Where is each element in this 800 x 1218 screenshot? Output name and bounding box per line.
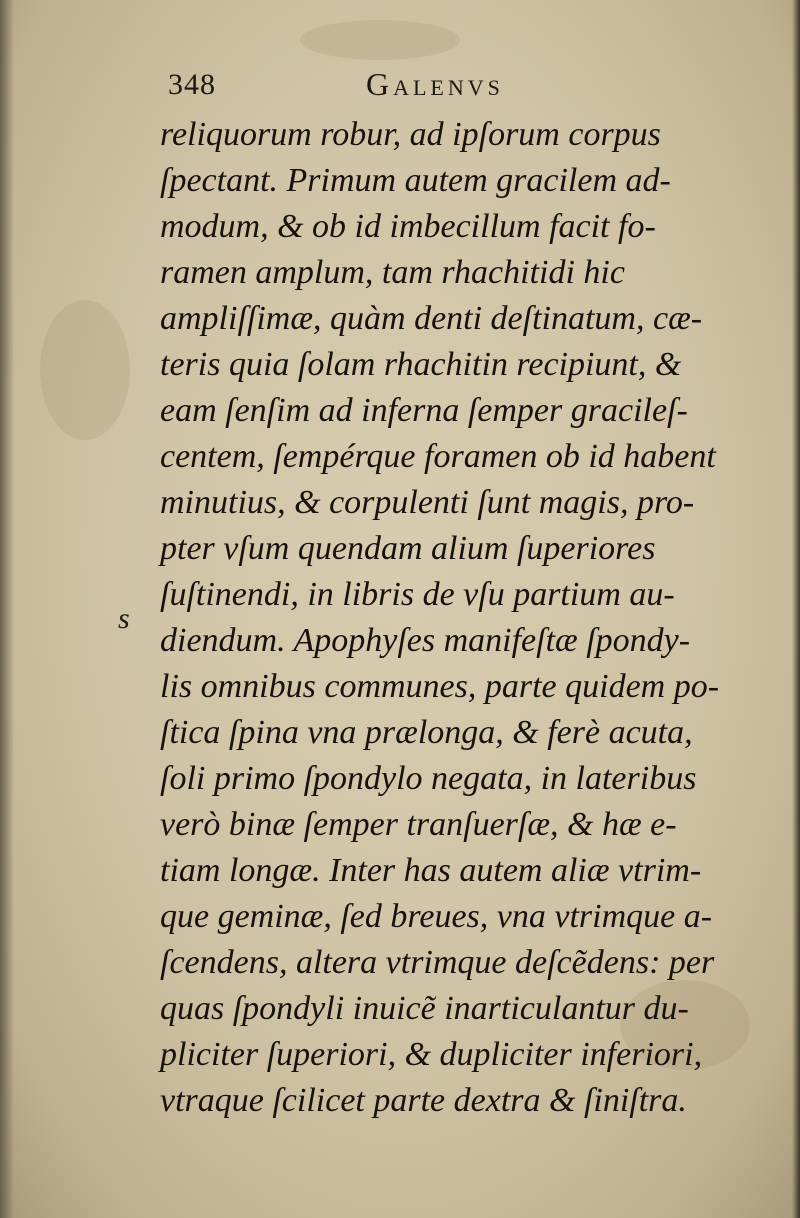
paper-stain xyxy=(300,20,460,60)
text-line: ſuſtinendi, in libris de vſu partium au- xyxy=(160,576,675,613)
text-line: verò binæ ſemper tranſuerſæ, & hæ e- xyxy=(160,806,677,843)
text-line: quas ſpondyli inuicẽ inarticulantur du- xyxy=(160,990,689,1027)
running-title: Galenvs xyxy=(366,66,504,102)
text-line: ſoli primo ſpondylo negata, in lateribus xyxy=(160,760,697,797)
text-line: centem, ſempérque foramen ob id habent xyxy=(160,438,716,475)
text-line: reliquorum robur, ad ipſorum corpus xyxy=(160,116,661,153)
text-line: ſcendens, altera vtrimque deſcẽdens: per xyxy=(160,944,715,981)
text-line: diendum. Apophyſes manifeſtæ ſpondy- xyxy=(160,622,691,659)
text-line: ramen amplum, tam rhachitidi hic xyxy=(160,254,625,291)
page-edge-shadow xyxy=(792,0,800,1218)
page-number: 348 xyxy=(168,68,216,101)
text-line: vtraque ſcilicet parte dextra & ſiniſtra. xyxy=(160,1082,687,1119)
page-gutter-shadow xyxy=(0,0,14,1218)
text-line: pter vſum quendam alium ſuperiores xyxy=(160,530,656,567)
text-line: ſtica ſpina vna prælonga, & ferè acuta, xyxy=(160,714,693,751)
text-line: que geminæ, ſed breues, vna vtrimque a- xyxy=(160,898,713,935)
text-line: eam ſenſim ad inferna ſemper gracileſ- xyxy=(160,392,688,429)
text-line: ampliſſimæ, quàm denti deſtinatum, cæ- xyxy=(160,300,703,337)
text-line: pliciter ſuperiori, & dupliciter inferiori, xyxy=(160,1036,703,1073)
text-line: tiam longæ. Inter has autem aliæ vtrim- xyxy=(160,852,702,889)
margin-note: s xyxy=(118,602,130,635)
page-header xyxy=(168,62,728,112)
paper-stain xyxy=(40,300,130,440)
text-line: lis omnibus communes, parte quidem po- xyxy=(160,668,720,705)
text-line: modum, & ob id imbecillum facit fo- xyxy=(160,208,656,245)
text-line: minutius, & corpulenti ſunt magis, pro- xyxy=(160,484,695,521)
text-line: teris quia ſolam rhachitin recipiunt, & xyxy=(160,346,682,383)
body-text xyxy=(160,112,760,1124)
text-line: ſpectant. Primum autem gracilem ad- xyxy=(160,162,671,199)
